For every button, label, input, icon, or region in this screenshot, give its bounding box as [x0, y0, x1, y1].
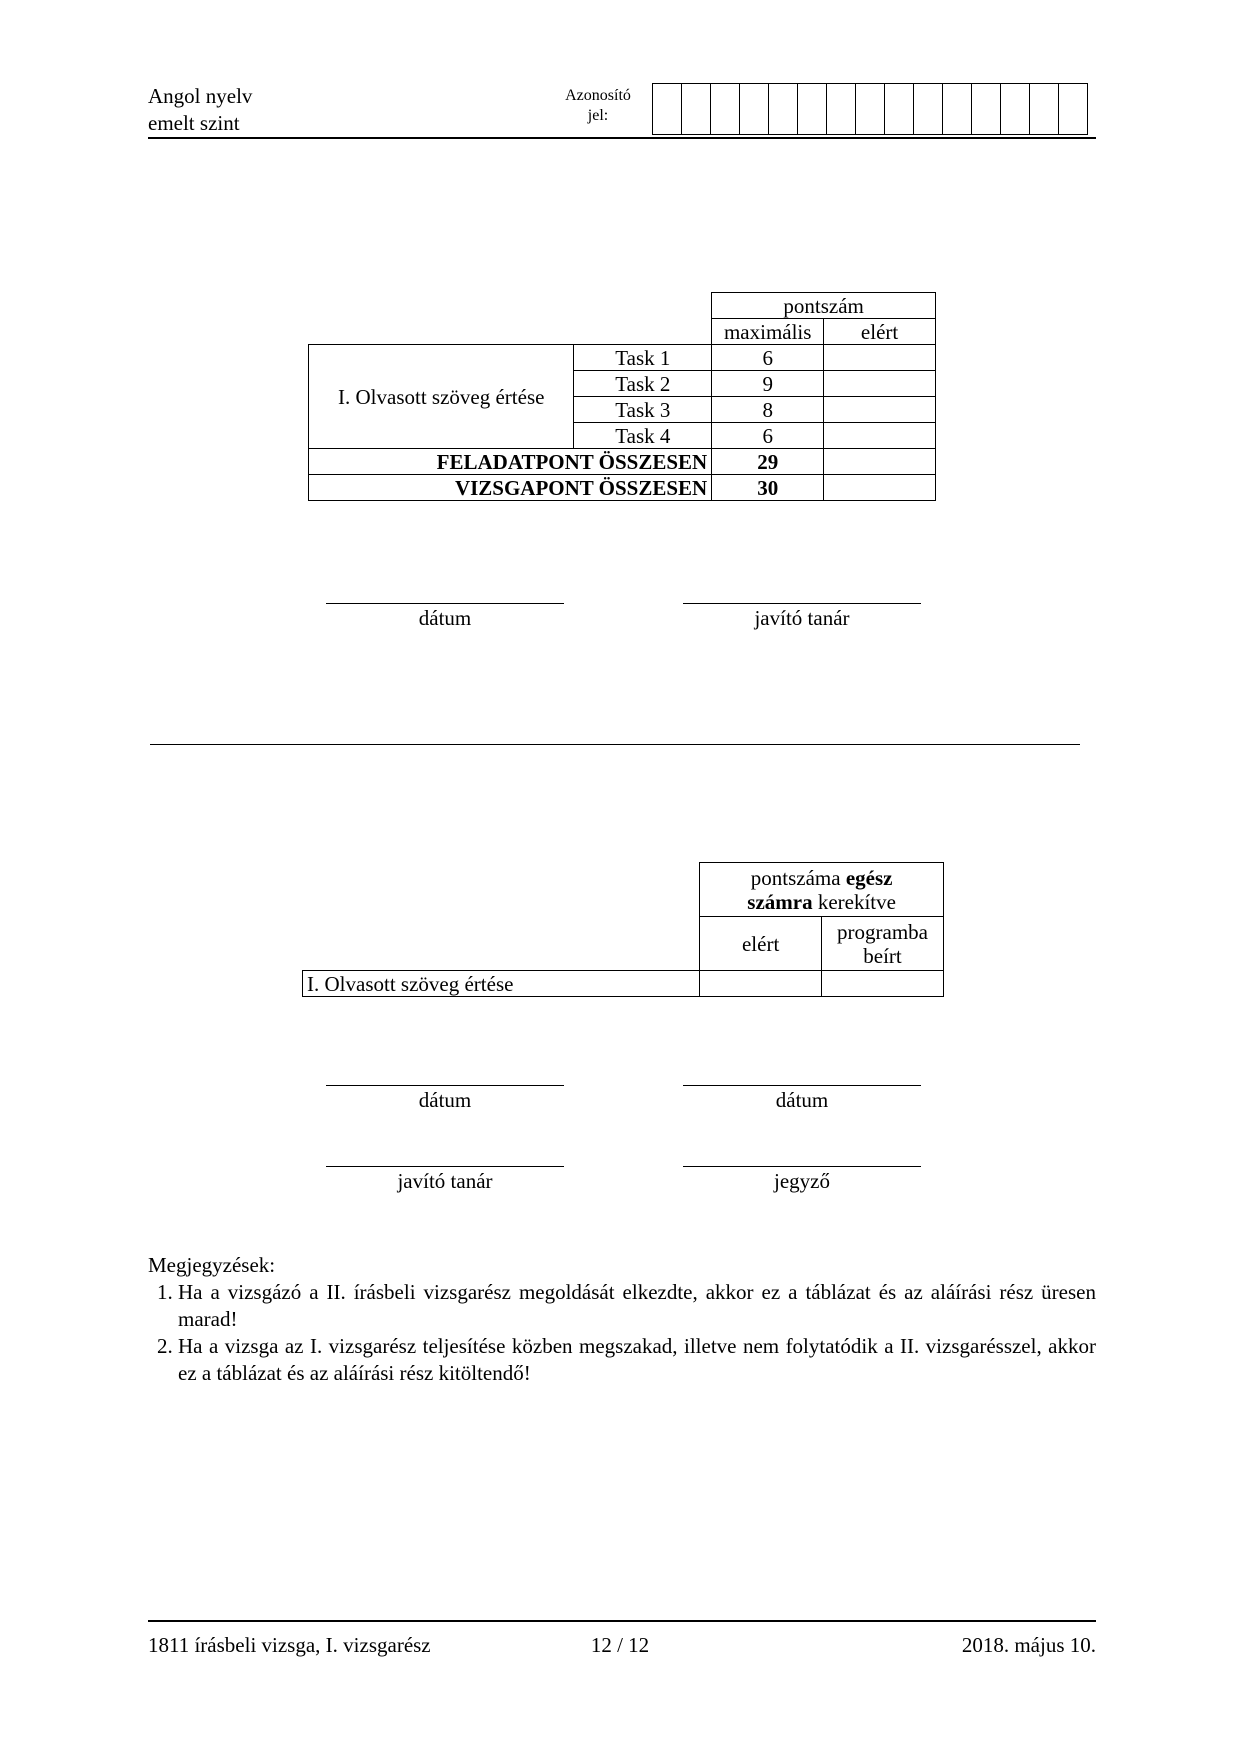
id-box[interactable]: [943, 84, 972, 134]
signature-line: [683, 603, 921, 604]
signature-date-1: dátum: [326, 603, 564, 631]
signature-date-3: dátum: [683, 1085, 921, 1113]
id-box[interactable]: [885, 84, 914, 134]
note-item: 1. Ha a vizsgázó a II. írásbeli vizsgarész megoldását elkezdte, akkor ez a táblázat és az aláírási rész üresen marad!: [178, 1279, 1096, 1333]
signature-teacher-1: javító tanár: [683, 603, 921, 631]
task-achieved-cell[interactable]: [824, 397, 936, 423]
page-number: 12 / 12: [590, 1633, 650, 1657]
header-rule: [148, 137, 1096, 139]
pontszam-header: pontszám: [712, 293, 936, 319]
total-task-achieved-cell[interactable]: [824, 449, 936, 475]
id-box[interactable]: [827, 84, 856, 134]
id-label: Azonosító jel:: [565, 87, 631, 124]
id-box[interactable]: [856, 84, 885, 134]
notes-title: Megjegyzések:: [148, 1253, 276, 1277]
entered-cell[interactable]: [822, 971, 944, 997]
id-box[interactable]: [1030, 84, 1059, 134]
notes-section: [148, 1252, 1096, 1387]
score-table-1: [308, 292, 936, 501]
footer-rule: [148, 1620, 1096, 1622]
rounded-score-header: pontszáma egész számra kerekítve: [700, 863, 944, 917]
col-achieved-header: elért: [824, 319, 936, 345]
id-box[interactable]: [740, 84, 769, 134]
total-exam-achieved-cell[interactable]: [824, 475, 936, 501]
id-box[interactable]: [798, 84, 827, 134]
signature-date-2: dátum: [326, 1085, 564, 1113]
task-max: 8: [712, 397, 824, 423]
header-subject: [148, 83, 252, 137]
total-exam-label: VIZSGAPONT ÖSSZESEN: [309, 475, 712, 501]
id-box[interactable]: [682, 84, 711, 134]
col-entered-header: programba beírt: [822, 917, 944, 971]
signature-line: [326, 1166, 564, 1167]
footer-date: 2018. május 10.: [961, 1633, 1096, 1657]
id-box[interactable]: [769, 84, 798, 134]
signature-line: [683, 1166, 921, 1167]
achieved-cell[interactable]: [700, 971, 822, 997]
task-name: Task 3: [574, 397, 712, 423]
task-achieved-cell[interactable]: [824, 423, 936, 449]
footer-exam: 1811 írásbeli vizsga, I. vizsgarész: [148, 1633, 431, 1657]
total-task-value: 29: [712, 449, 824, 475]
signature-notary: jegyző: [683, 1166, 921, 1194]
subject-name: Angol nyelv: [148, 84, 253, 108]
id-box[interactable]: [711, 84, 740, 134]
col-max-header: maximális: [712, 319, 824, 345]
separator-line: [150, 744, 1080, 745]
section-label: I. Olvasott szöveg értése: [309, 345, 574, 449]
task-name: Task 1: [574, 345, 712, 371]
id-box[interactable]: [653, 84, 682, 134]
signature-teacher-2: javító tanár: [326, 1166, 564, 1194]
id-box[interactable]: [1001, 84, 1030, 134]
note-item: 2. Ha a vizsga az I. vizsgarész teljesítése közben megszakad, illetve nem folytatódik a II. vizsgarésszel, akkor ez a táblázat és az aláírási rész kitöltendő!: [178, 1333, 1096, 1387]
subject-level: emelt szint: [148, 111, 240, 135]
task-achieved-cell[interactable]: [824, 345, 936, 371]
total-exam-value: 30: [712, 475, 824, 501]
signature-line: [326, 1085, 564, 1086]
total-task-label: FELADATPONT ÖSSZESEN: [309, 449, 712, 475]
task-max: 6: [712, 345, 824, 371]
id-box[interactable]: [914, 84, 943, 134]
id-box[interactable]: [1059, 84, 1087, 134]
task-name: Task 2: [574, 371, 712, 397]
score-table-2: [302, 862, 944, 997]
col-achieved-header: elért: [700, 917, 822, 971]
task-achieved-cell[interactable]: [824, 371, 936, 397]
task-max: 6: [712, 423, 824, 449]
id-box[interactable]: [972, 84, 1001, 134]
signature-line: [326, 603, 564, 604]
task-name: Task 4: [574, 423, 712, 449]
id-code-boxes[interactable]: [652, 83, 1088, 135]
section-label: I. Olvasott szöveg értése: [303, 971, 700, 997]
task-max: 9: [712, 371, 824, 397]
signature-line: [683, 1085, 921, 1086]
